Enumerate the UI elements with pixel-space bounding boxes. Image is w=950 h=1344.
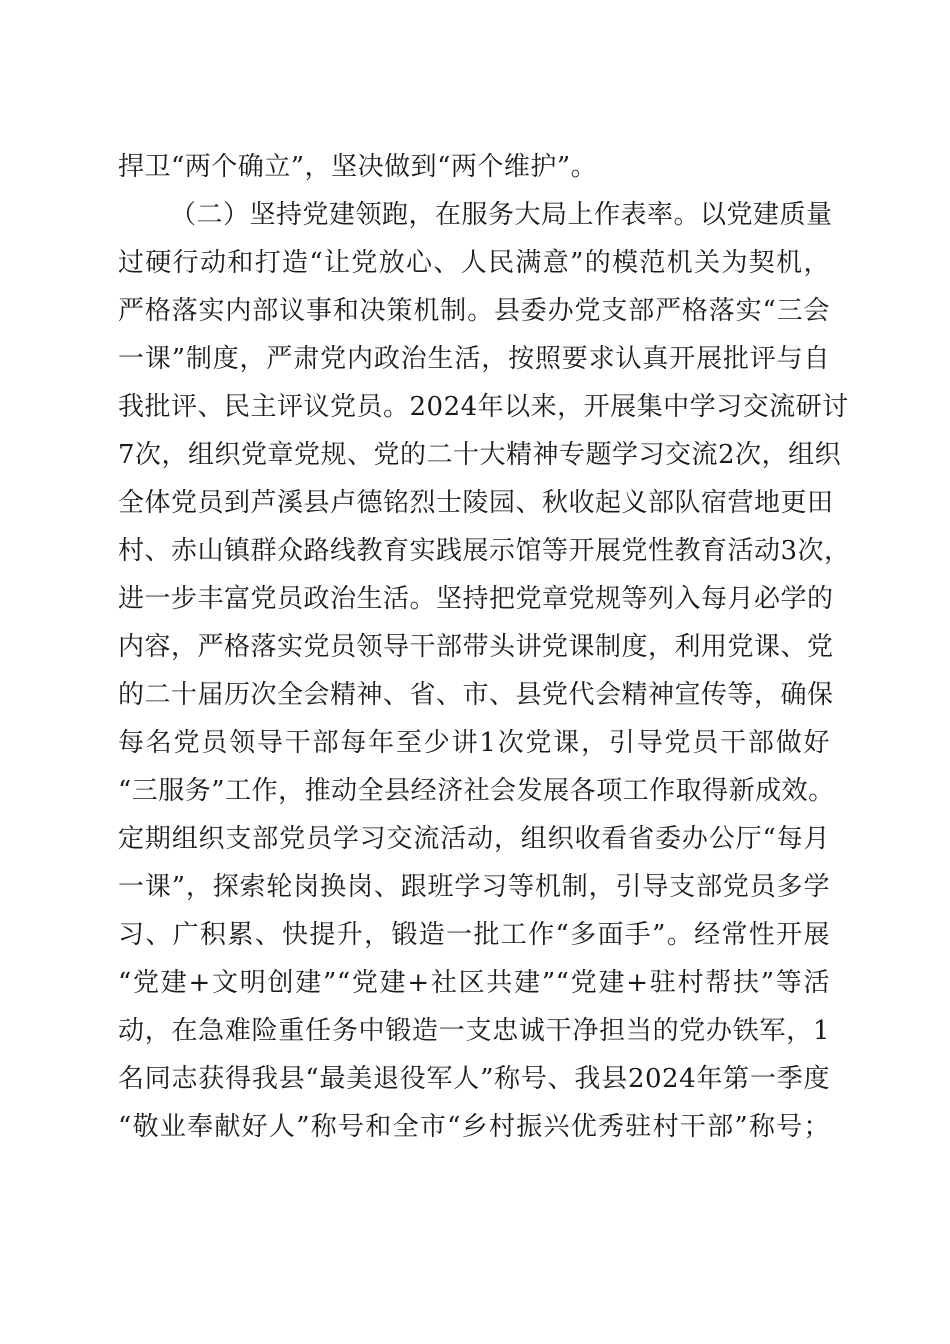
text-line: 进一步丰富党员政治生活。坚持把党章党规等列入每月必学的 bbox=[118, 584, 834, 614]
text-line: 动，在急难险重任务中锻造一支忠诚干净担当的党办铁军，1 bbox=[118, 1016, 830, 1046]
text-line: 内容，严格落实党员领导干部带头讲党课制度，利用党课、党 bbox=[118, 632, 834, 662]
text-line: 每名党员领导干部每年至少讲1次党课，引导党员干部做好 bbox=[118, 728, 830, 758]
text-line: 全体党员到芦溪县卢德铭烈士陵园、秋收起义部队宿营地更田 bbox=[118, 488, 834, 518]
text-line: 捍卫“两个确立”，坚决做到“两个维护”。 bbox=[118, 152, 598, 182]
text-line: 7次，组织党章党规、党的二十大精神专题学习交流2次，组织 bbox=[118, 440, 842, 470]
text-line: 的二十届历次全会精神、省、市、县党代会精神宣传等，确保 bbox=[118, 680, 834, 710]
text-line: 我批评、民主评议党员。2024年以来，开展集中学习交流研讨 bbox=[118, 392, 849, 422]
text-line: “三服务”工作，推动全县经济社会发展各项工作取得新成效。 bbox=[118, 776, 835, 806]
text-line: 习、广积累、快提升，锻造一批工作“多面手”。经常性开展 bbox=[118, 920, 830, 950]
text-line: 名同志获得我县“最美退役军人”称号、我县2024年第一季度 bbox=[118, 1064, 830, 1094]
text-line: “党建+文明创建”“党建+社区共建”“党建+驻村帮扶”等活 bbox=[118, 968, 830, 998]
text-line: “敬业奉献好人”称号和全市“乡村振兴优秀驻村干部”称号； bbox=[118, 1112, 830, 1142]
text-line: 严格落实内部议事和决策机制。县委办党支部严格落实“三会 bbox=[118, 296, 830, 326]
section-heading-line: （二）坚持党建领跑，在服务大局上作表率。以党建质量 bbox=[170, 200, 833, 230]
text-line: 一课”制度，严肃党内政治生活，按照要求认真开展批评与自 bbox=[118, 344, 830, 374]
text-line: 过硬行动和打造“让党放心、人民满意”的模范机关为契机， bbox=[118, 248, 830, 278]
text-line: 定期组织支部党员学习交流活动，组织收看省委办公厅“每月 bbox=[118, 824, 830, 854]
text-line: 村、赤山镇群众路线教育实践展示馆等开展党性教育活动3次， bbox=[118, 536, 851, 566]
text-line: 一课”，探索轮岗换岗、跟班学习等机制，引导支部党员多学 bbox=[118, 872, 830, 902]
